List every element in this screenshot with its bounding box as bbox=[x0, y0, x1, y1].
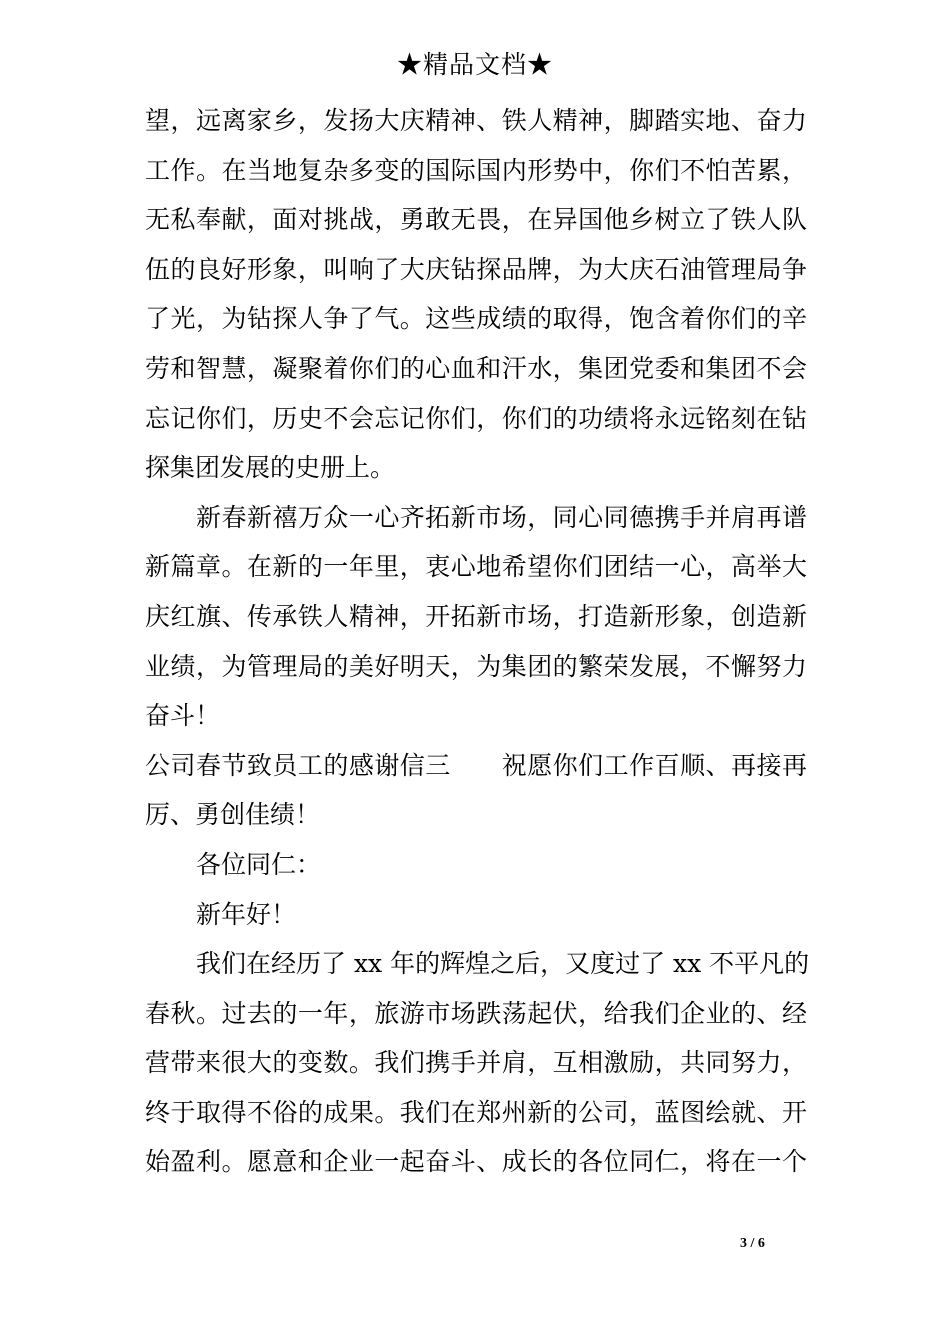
document-body bbox=[145, 96, 810, 1187]
text-line: 庆红旗、传承铁人精神，开拓新市场，打造新形象，创造新 bbox=[145, 601, 807, 631]
paragraph-first-line: 新春新禧万众一心齐拓新市场，同心同德携手并肩再谱 bbox=[196, 502, 807, 532]
text-line: 探集团发展的史册上。 bbox=[145, 453, 396, 483]
text-line: 奋斗！ bbox=[145, 701, 221, 731]
section-heading-line: 公司春节致员工的感谢信三 祝愿你们工作百顺、再接再 bbox=[145, 750, 807, 780]
text-line: 忘记你们，历史不会忘记你们，你们的功绩将永远铭刻在钻 bbox=[145, 403, 807, 433]
text-line: 望，远离家乡，发扬大庆精神、铁人精神，脚踏实地、奋力 bbox=[145, 106, 807, 135]
greeting: 新年好！ bbox=[196, 899, 297, 929]
text-line: 无私奉献，面对挑战，勇敢无畏，在异国他乡树立了铁人队 bbox=[145, 205, 807, 235]
salutation: 各位同仁： bbox=[196, 849, 322, 879]
page-header-title: ★精品文档★ bbox=[396, 50, 553, 79]
text-line: 了光，为钻探人争了气。这些成绩的取得，饱含着你们的辛 bbox=[145, 304, 807, 334]
text-line: 始盈利。愿意和企业一起奋斗、成长的各位同仁，将在一个 bbox=[145, 1147, 807, 1177]
text-line: 业绩，为管理局的美好明天，为集团的繁荣发展，不懈努力 bbox=[145, 651, 807, 681]
text-line: 厉、勇创佳绩！ bbox=[145, 800, 321, 830]
text-line: 工作。在当地复杂多变的国际国内形势中，你们不怕苦累， bbox=[145, 155, 807, 185]
paragraph-first-line: 我们在经历了 xx 年的辉煌之后，又度过了 xx 不平凡的 bbox=[196, 949, 810, 979]
text-line: 春秋。过去的一年，旅游市场跌荡起伏，给我们企业的、经 bbox=[145, 998, 807, 1028]
text-line: 营带来很大的变数。我们携手并肩，互相激励，共同努力， bbox=[145, 1048, 807, 1078]
page-number: 3 / 6 bbox=[740, 1236, 765, 1251]
text-line: 伍的良好形象，叫响了大庆钻探品牌，为大庆石油管理局争 bbox=[145, 254, 807, 284]
text-line: 劳和智慧，凝聚着你们的心血和汗水，集团党委和集团不会 bbox=[145, 353, 807, 383]
text-line: 终于取得不俗的成果。我们在郑州新的公司，蓝图绘就、开 bbox=[145, 1097, 807, 1127]
text-line: 新篇章。在新的一年里，衷心地希望你们团结一心，高举大 bbox=[145, 552, 807, 582]
